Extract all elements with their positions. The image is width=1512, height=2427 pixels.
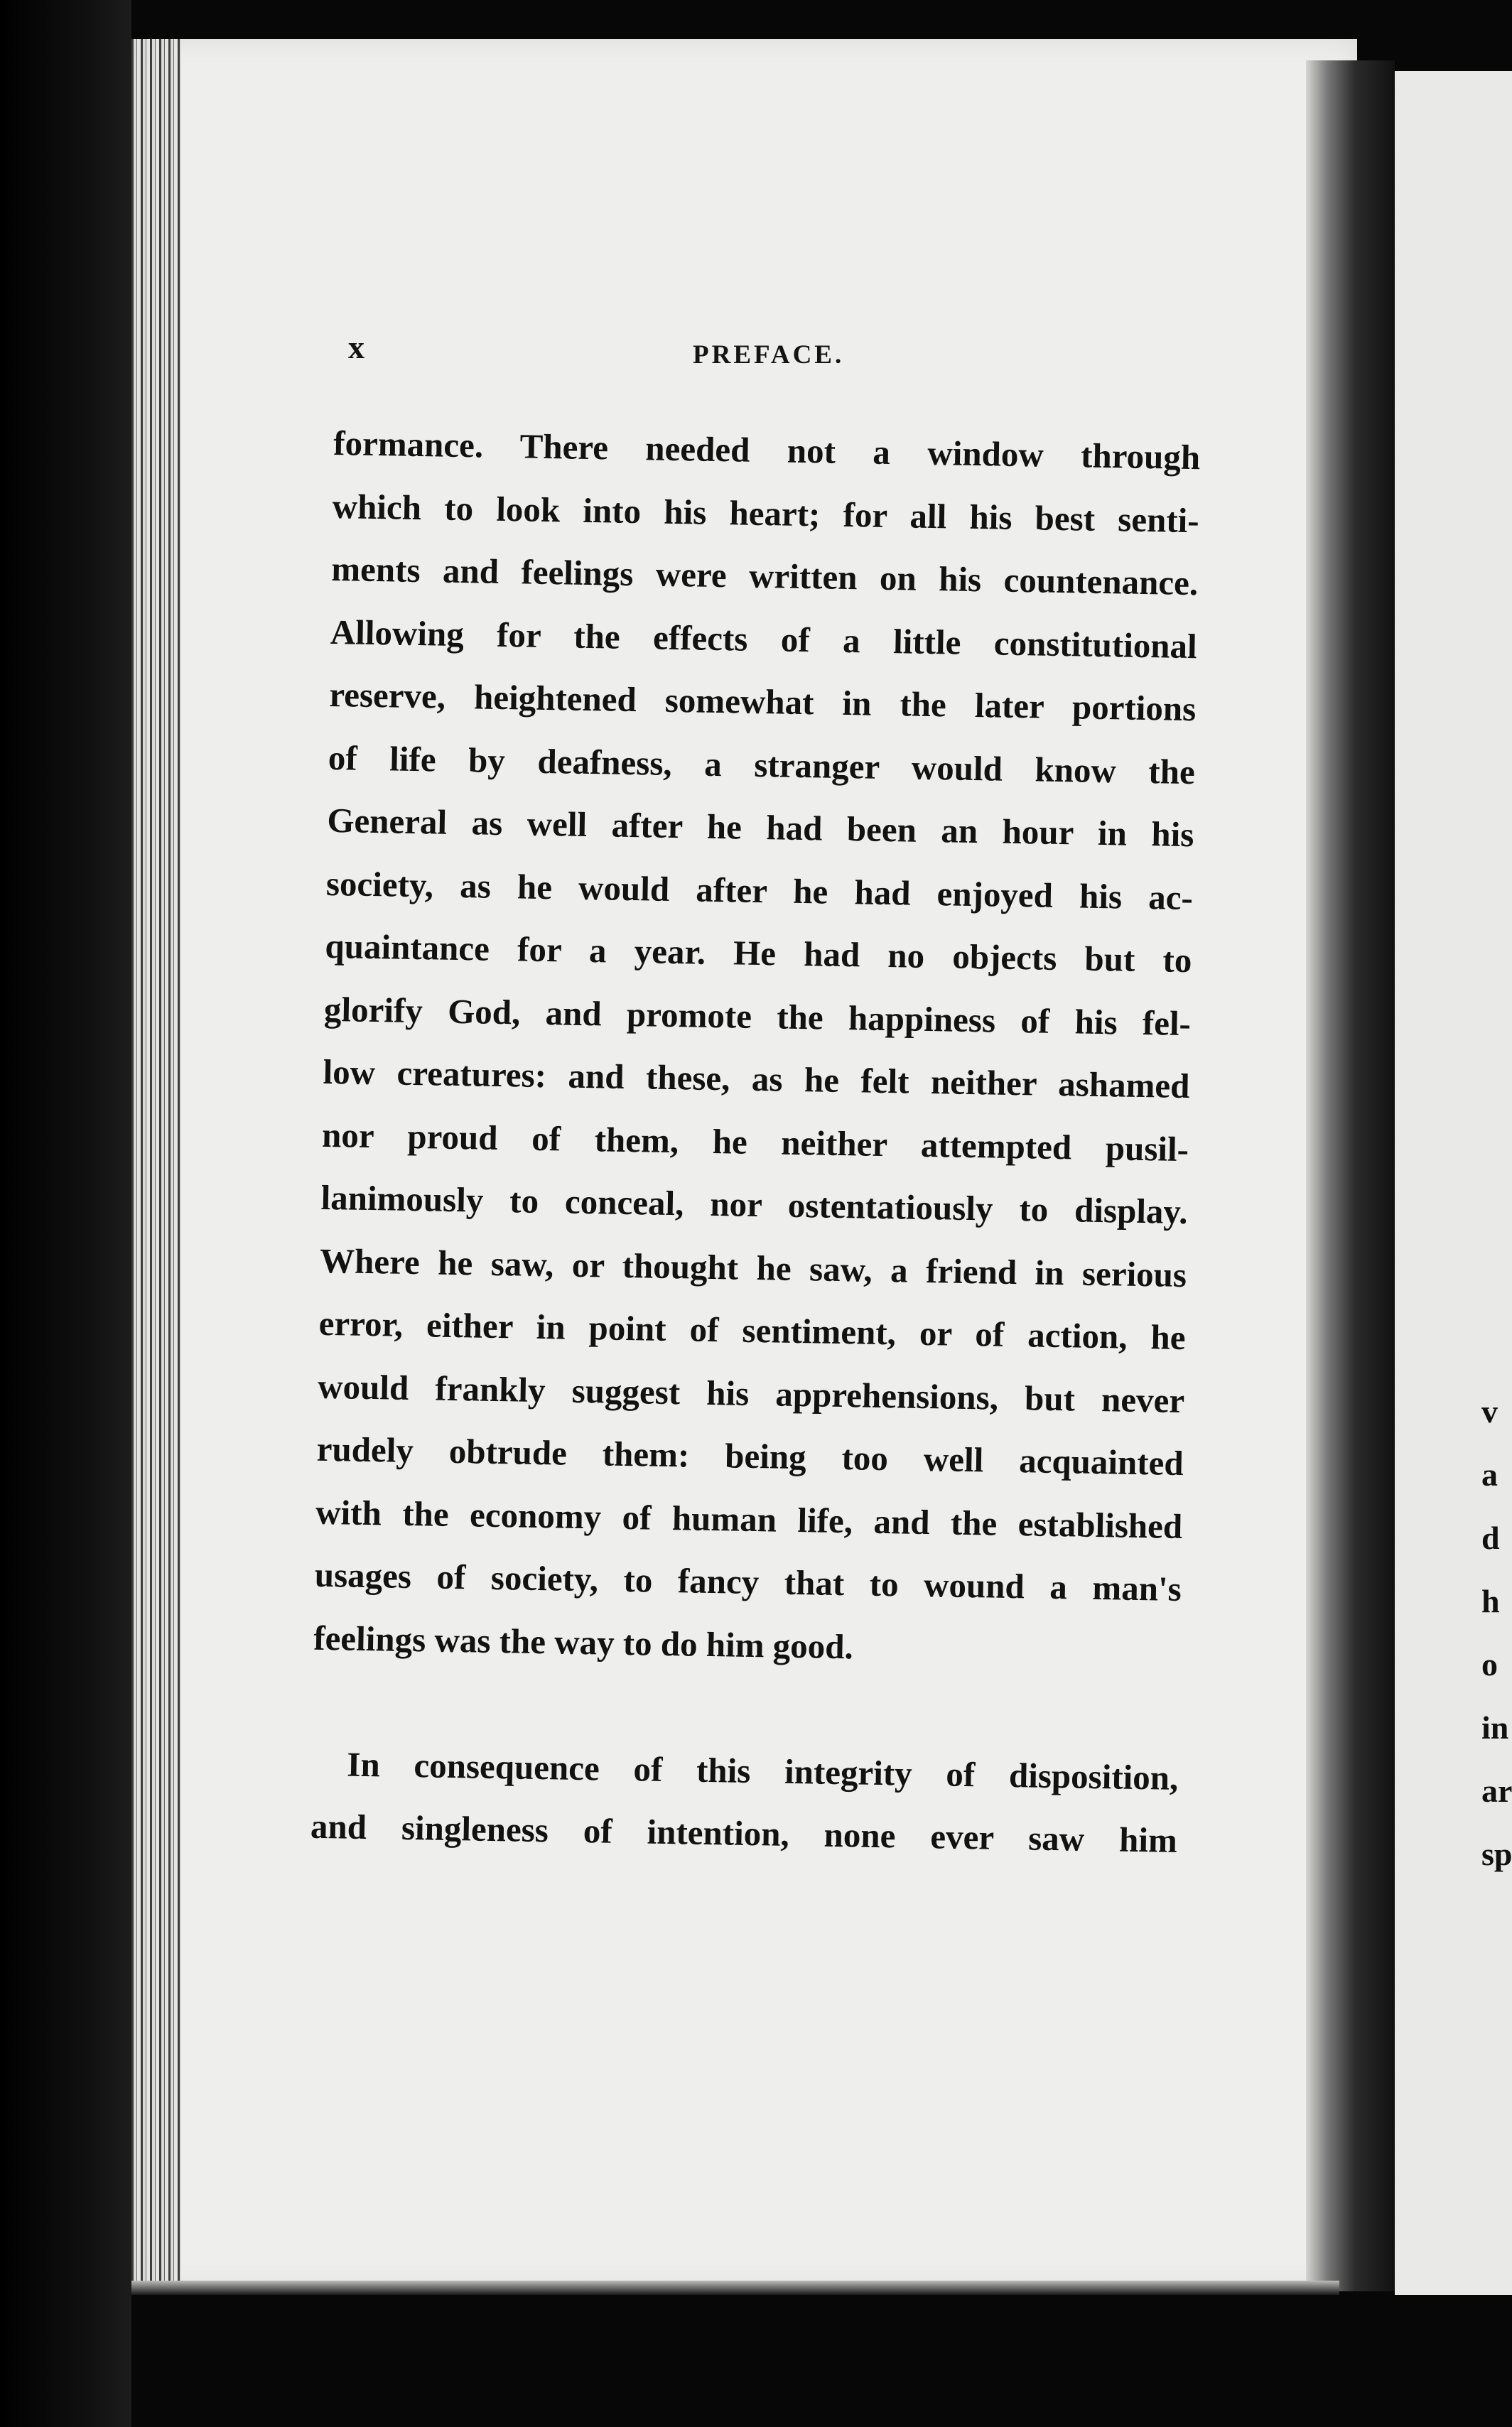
facing-page-edge [1395, 71, 1512, 2295]
text-line: nor proud of them, he neither attempted pusil- [321, 1115, 1189, 1169]
text-line: with the economy of human life, and the established [315, 1492, 1183, 1546]
facing-page-fragment: in [1481, 1709, 1509, 1746]
page-number: x [348, 329, 364, 365]
text-line: reserve, heightened somewhat in the later portions [328, 674, 1197, 729]
facing-page-fragment: ar [1481, 1773, 1512, 1809]
text-line: formance. There needed not a window through [333, 423, 1201, 477]
left-binding-shadow [0, 0, 131, 2427]
text-line: lanimously to conceal, nor ostentatiously to display. [320, 1177, 1188, 1232]
text-line: usages of society, to fancy that to wound a man's [314, 1555, 1182, 1609]
page-body-text [310, 412, 1201, 1872]
text-line: Where he saw, or thought he saw, a friend in serious [319, 1240, 1187, 1294]
page-bottom-edge [131, 2281, 1339, 2295]
facing-page-fragment: v [1481, 1393, 1498, 1429]
text-line: of life by deafness, a stranger would know the [328, 737, 1196, 791]
text-line: and singleness of intention, none ever saw him [310, 1806, 1178, 1860]
facing-page-fragment: a [1481, 1456, 1498, 1493]
facing-page-text-fragments [1481, 1393, 1512, 1898]
stacked-page-edges [131, 39, 181, 2288]
facing-page-fragment: h [1481, 1583, 1500, 1619]
facing-page-fragment: d [1481, 1520, 1500, 1556]
facing-page-fragment: sp [1481, 1836, 1512, 1872]
text-line: rudely obtrude them: being too well acquainted [316, 1429, 1184, 1483]
text-line: Allowing for the effects of a little constitutional [330, 612, 1198, 666]
text-line: In consequence of this integrity of disposition, [347, 1744, 1179, 1798]
text-line: glorify God, and promote the happiness of his fel- [323, 989, 1192, 1043]
running-head-title: PREFACE. [693, 340, 845, 369]
text-line: which to look into his heart; for all his best senti- [332, 486, 1200, 540]
text-line: feelings was the way to do him good. [313, 1618, 854, 1666]
facing-page-fragment: o [1481, 1646, 1498, 1682]
text-line: low creatures: and these, as he felt neither ashamed [323, 1052, 1190, 1106]
text-line: would frankly suggest his apprehensions, but never [317, 1366, 1185, 1420]
text-line: error, either in point of sentiment, or of action, he [318, 1303, 1187, 1358]
book-gutter-shadow [1306, 60, 1395, 2291]
text-line: ments and feelings were written on his countenance. [330, 548, 1199, 603]
text-line: quaintance for a year. He had no objects but to [325, 926, 1192, 980]
text-line: General as well after he had been an hour in his [327, 800, 1194, 855]
text-line: society, as he would after he had enjoyed his ac- [325, 863, 1194, 917]
